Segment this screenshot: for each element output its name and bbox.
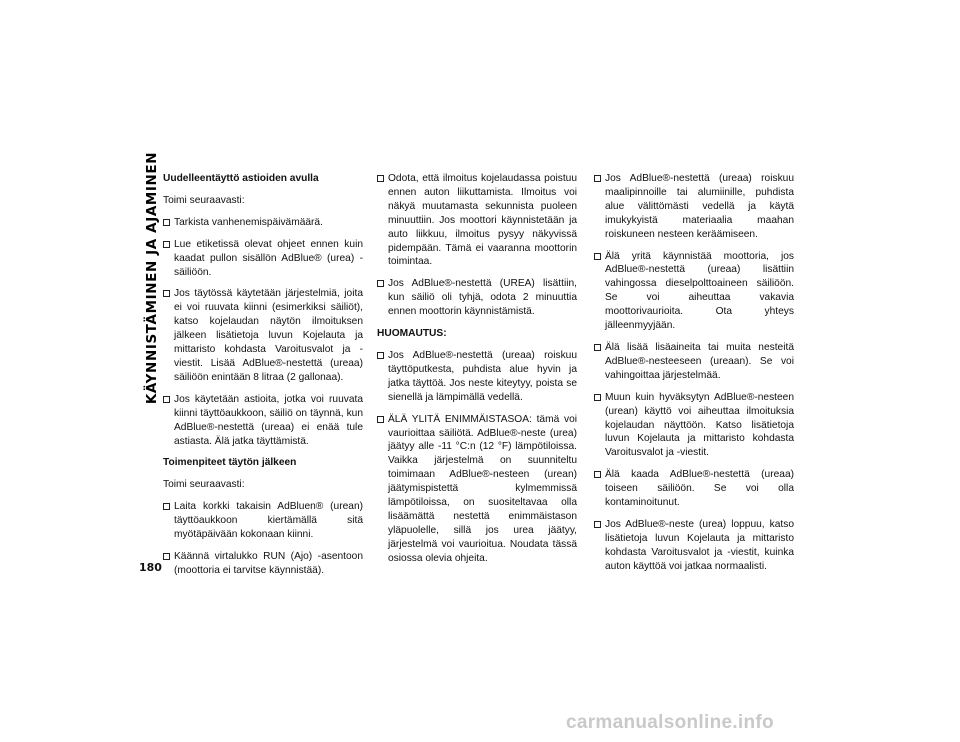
list-item: Jos käytetään astioita, jotka voi ruuvata kiinni täyttöaukkoon, säiliö on täynnä, kun AdBlue®-nestettä (ureaa) ei enää tule astiasta. Älä jatka täyttämistä. xyxy=(163,393,363,449)
checkbox-bullet-icon xyxy=(163,241,170,248)
bullet-list xyxy=(594,172,794,574)
note-heading: HUOMAUTUS: xyxy=(377,328,447,340)
text-column-2 xyxy=(377,172,577,574)
text-column-3 xyxy=(594,172,794,582)
list-item: Jos AdBlue®-nestettä (ureaa) roiskuu maalipinnoille tai alumiinille, puhdista alue välittömästi vedellä ja käytä imukykyistä materiaalia maahan roiskuneen nesteen keräämiseen. xyxy=(594,172,794,242)
list-item: Tarkista vanhenemispäivämäärä. xyxy=(163,216,363,230)
watermark: carmanualsonline.info xyxy=(566,712,774,733)
checkbox-bullet-icon xyxy=(163,219,170,226)
checkbox-bullet-icon xyxy=(163,503,170,510)
checkbox-bullet-icon xyxy=(594,175,601,182)
list-item: Älä yritä käynnistää moottoria, jos AdBlue®-nestettä (ureaa) lisättiin vahingossa dieselpolttoaineen säiliöön. Se voi aiheuttaa vakavia moottorivaurioita. Ota yhteys jälleenmyyjään. xyxy=(594,250,794,333)
checkbox-bullet-icon xyxy=(594,521,601,528)
list-item: Jos AdBlue®-nestettä (ureaa) roiskuu täyttöputkesta, puhdista alue hyvin ja jatka täyttöä. Jos neste kiteytyy, poista se sienellä ja lämpimällä vedellä. xyxy=(377,349,577,405)
intro-text: Toimi seuraavasti: xyxy=(163,194,245,206)
intro-text: Toimi seuraavasti: xyxy=(163,479,245,491)
list-item: Laita korkki takaisin AdBluen® (urean) täyttöaukkoon kiertämällä sitä myötäpäivään kokonaan kiinni. xyxy=(163,500,363,542)
checkbox-bullet-icon xyxy=(163,396,170,403)
list-item: Älä lisää lisäaineita tai muita nesteitä AdBlue®-nesteeseen (ureaan). Se voi vahingoittaa järjestelmää. xyxy=(594,341,794,383)
section-heading-after-refill: Toimenpiteet täytön jälkeen xyxy=(163,457,297,469)
checkbox-bullet-icon xyxy=(163,290,170,297)
list-item: Lue etiketissä olevat ohjeet ennen kuin kaadat pullon sisällön AdBlue® (urea) -säiliöön. xyxy=(163,238,363,280)
list-item: Älä kaada AdBlue®-nestettä (ureaa) toiseen säiliöön. Se voi olla kontaminoitunut. xyxy=(594,468,794,510)
bullet-list xyxy=(377,349,577,566)
checkbox-bullet-icon xyxy=(594,471,601,478)
checkbox-bullet-icon xyxy=(377,280,384,287)
text-column-1 xyxy=(163,172,363,586)
list-item: Muun kuin hyväksytyn AdBlue®-nesteen (urean) käyttö voi aiheuttaa ilmoituksia kojelaudan näyttöön. Katso lisätietoja luvun Kojelauta ja mittaristo kohdasta Varoitusvalot ja -viestit. xyxy=(594,391,794,461)
bullet-list xyxy=(163,500,363,578)
checkbox-bullet-icon xyxy=(377,352,384,359)
checkbox-bullet-icon xyxy=(377,416,384,423)
list-item: Jos AdBlue®-neste (urea) loppuu, katso lisätietoja luvun Kojelauta ja mittaristo kohdasta Varoitusvalot ja -viestit, kuinka auton käyttöä voi jatkaa normaalisti. xyxy=(594,518,794,574)
chapter-side-title: KÄYNNISTÄMINEN JA AJAMINEN xyxy=(144,151,160,404)
checkbox-bullet-icon xyxy=(163,553,170,560)
bullet-list xyxy=(163,216,363,449)
checkbox-bullet-icon xyxy=(594,253,601,260)
checkbox-bullet-icon xyxy=(594,344,601,351)
list-item: Odota, että ilmoitus kojelaudassa poistuu ennen auton liikuttamista. Ilmoitus voi näkyä muutamasta sekunnista puoleen minuuttiin. Jos moottori käynnistetään ja auto liikkuu, ilmoitus pysyy näkyvissä pidempään. Tämä ei vaaranna moottorin toimintaa. xyxy=(377,172,577,269)
chapter-side-tab xyxy=(139,151,165,404)
page-number: 180 xyxy=(139,561,162,574)
section-heading-refill: Uudelleentäyttö astioiden avulla xyxy=(163,173,319,184)
list-item: Jos täytössä käytetään järjestelmiä, joita ei voi ruuvata kiinni (esimerkiksi säiliöt), katso kojelaudan näytön ilmoituksen jälkeen lisätietoja luvun Kojelauta ja mittaristo kohdasta Varoitusvalot ja -viestit. Lisää AdBlue®-nestettä (ureaa) säiliöön enintään 8 litraa (2 gallonaa). xyxy=(163,287,363,384)
list-item: Käännä virtalukko RUN (Ajo) -asentoon (moottoria ei tarvitse käynnistää). xyxy=(163,550,363,578)
checkbox-bullet-icon xyxy=(377,175,384,182)
list-item: Jos AdBlue®-nestettä (UREA) lisättiin, kun säiliö oli tyhjä, odota 2 minuuttia ennen moottorin käynnistämistä. xyxy=(377,277,577,319)
list-item: ÄLÄ YLITÄ ENIMMÄISTASOA: tämä voi vaurioittaa säiliötä. AdBlue®-neste (urea) jäätyy alle -11 °C:n (12 °F) lämpötiloissa. Vaikka järjestelmä on suunniteltu toimimaan AdBlue®-nesteen (urean) jäätymispistettä kylmemmissä lämpötiloissa, on suositeltavaa olla lisäämättä nestettä enimmäistason yläpuolelle, sillä jos urea jäätyy, järjestelmä voi vaurioitua. Noudata tässä osiossa olevia ohjeita. xyxy=(377,413,577,566)
checkbox-bullet-icon xyxy=(594,394,601,401)
bullet-list xyxy=(377,172,577,319)
